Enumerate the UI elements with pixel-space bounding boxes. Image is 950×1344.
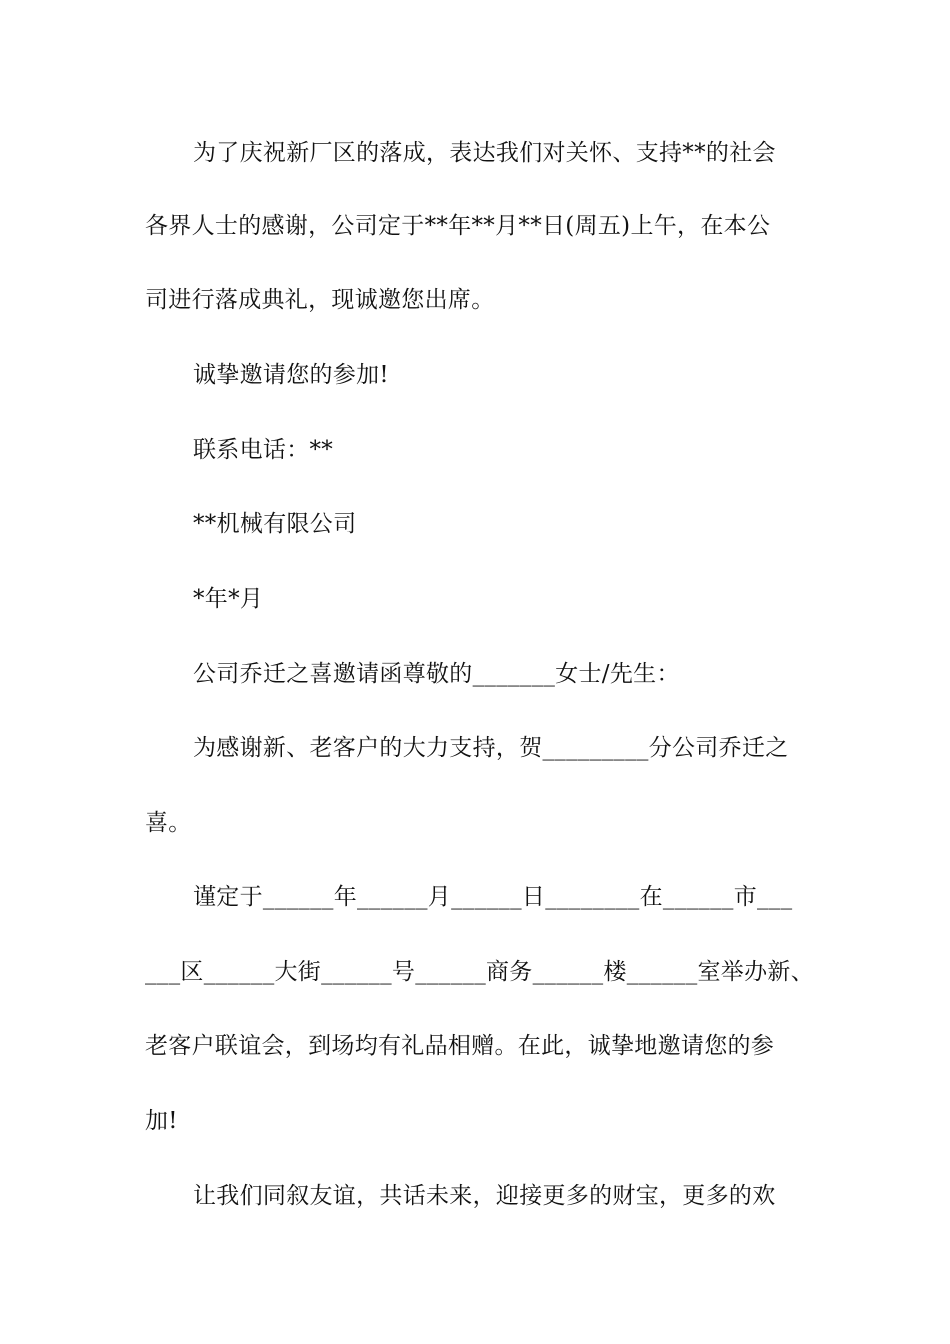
paragraph-line: 让我们同叙友谊，共话未来，迎接更多的财宝，更多的欢 — [193, 1183, 776, 1209]
paragraph-line: 各界人士的感谢，公司定于**年**月**日(周五)上午，在本公 — [145, 213, 771, 239]
paragraph-line: 加! — [145, 1108, 178, 1134]
paragraph-line: 为感谢新、老客户的大力支持，贺_________分公司乔迁之 — [193, 735, 789, 761]
paragraph-line: 诚挚邀请您的参加! — [193, 362, 389, 388]
paragraph-line: 司进行落成典礼，现诚邀您出席。 — [145, 287, 495, 313]
contact-phone-line: 联系电话：** — [193, 437, 334, 463]
invitation-heading-line: 公司乔迁之喜邀请函尊敬的_______女士/先生： — [193, 661, 680, 687]
paragraph-line: 喜。 — [145, 810, 192, 836]
company-name-line: **机械有限公司 — [193, 511, 357, 537]
paragraph-line: 谨定于______年______月______日________在______市___ — [193, 884, 793, 910]
paragraph-line: 为了庆祝新厂区的落成，表达我们对关怀、支持**的社会 — [193, 140, 776, 166]
paragraph-line: ___区______大街______号______商务______楼______室举办新、 — [145, 959, 814, 985]
paragraph-line: 老客户联谊会，到场均有礼品相赠。在此，诚挚地邀请您的参 — [145, 1033, 775, 1059]
date-line: *年*月 — [193, 586, 264, 612]
